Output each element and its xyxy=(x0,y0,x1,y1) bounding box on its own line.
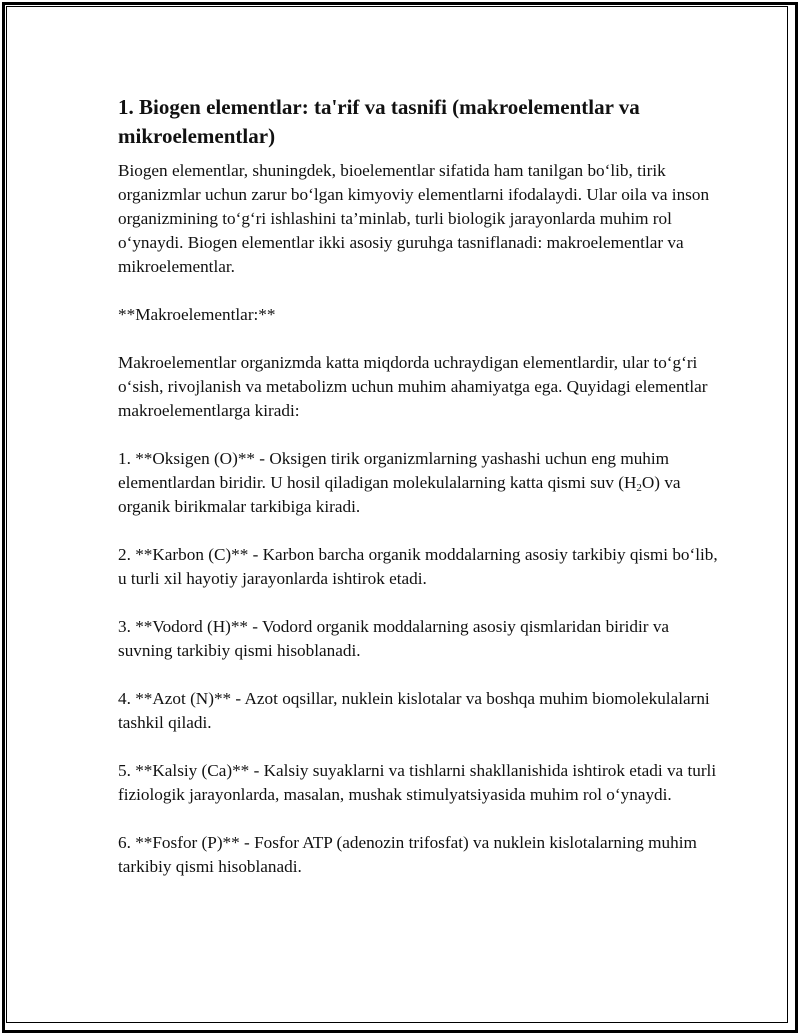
subscript-2: 2 xyxy=(636,482,642,494)
intro-paragraph: Biogen elementlar, shuningdek, bioelementlar sifatida ham tanilgan bo‘lib, tirik organizmlar uchun zarur bo‘lgan kimyoviy elementlarni ifodalaydi. Ular oila va inson organizmining to‘g‘ri ishlashini ta’minlab, turli biologik jarayonlarda muhim rol o‘ynaydi. Biogen elementlar ikki asosiy guruhga tasniflanadi: makroelementlar va mikroelementlar. xyxy=(118,161,710,276)
makroelementlar-intro: Makroelementlar organizmda katta miqdorda uchraydigan elementlardir, ular to‘g‘ri o‘sish, rivojlanish va metabolizm uchun muhim ahamiyatga ega. Quyidagi elementlar makroelementlarga kiradi: xyxy=(118,353,708,420)
makroelementlar-label: **Makroelementlar:** xyxy=(118,305,276,324)
list-item-kalsiy: 5. **Kalsiy (Ca)** - Kalsiy suyaklarni va tishlarni shakllanishida ishtirok etadi va turli fiziologik jarayonlarda, masalan, mushak stimulyatsiyasida muhim rol o‘ynaydi. xyxy=(118,761,717,804)
list-item-oksigen-text-end: O) va organik birikmalar tarkibiga kiradi. xyxy=(118,473,681,516)
list-item-oksigen-text: 1. **Oksigen (O)** - Oksigen tirik organizmlarning yashashi uchun eng muhim elementlardan biridir. U hosil qiladigan molekulalarning katta qismi suv (H xyxy=(118,449,670,492)
list-item-azot: 4. **Azot (N)** - Azot oqsillar, nuklein kislotalar va boshqa muhim biomolekulalarni tashkil qiladi. xyxy=(118,689,710,732)
document-body xyxy=(118,93,718,903)
list-item-fosfor: 6. **Fosfor (P)** - Fosfor ATP (adenozin trifosfat) va nuklein kislotalarning muhim tarkibiy qismi hisoblanadi. xyxy=(118,833,697,876)
list-item-karbon: 2. **Karbon (C)** - Karbon barcha organik moddalarning asosiy tarkibiy qismi bo‘lib, u turli xil hayotiy jarayonlarda ishtirok etadi. xyxy=(118,545,718,588)
list-item-vodord: 3. **Vodord (H)** - Vodord organik moddalarning asosiy qismlaridan biridir va suvning tarkibiy qismi hisoblanadi. xyxy=(118,617,670,660)
section-heading: 1. Biogen elementlar: ta'rif va tasnifi (makroelementlar va mikroelementlar) xyxy=(118,95,640,148)
list-item-oksigen xyxy=(118,447,718,519)
